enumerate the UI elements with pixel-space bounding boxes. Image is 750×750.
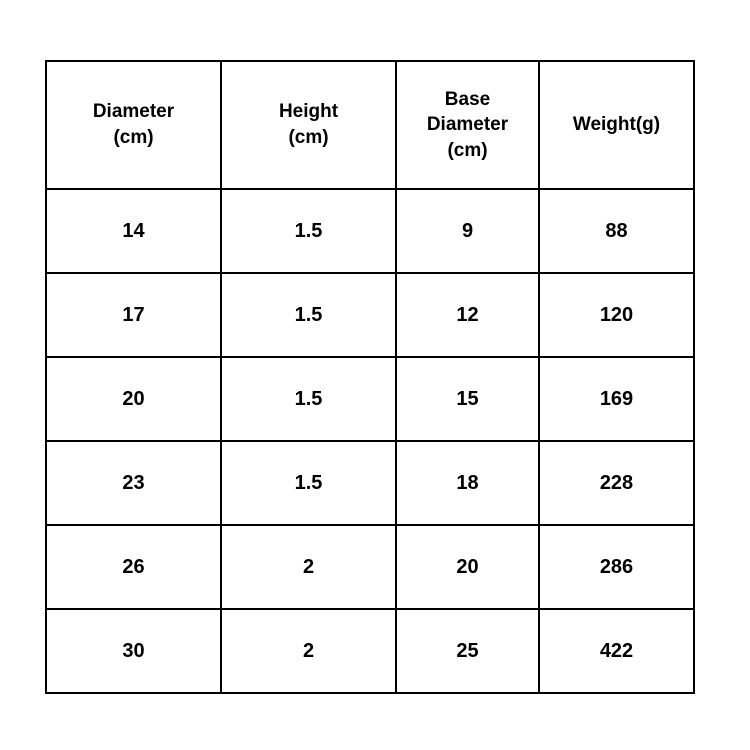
column-header-base-diameter-line1: Base bbox=[444, 88, 491, 110]
column-header-height bbox=[221, 61, 396, 189]
column-header-height-line2: (cm) bbox=[288, 127, 329, 148]
table-row bbox=[46, 525, 694, 609]
spec-table-container bbox=[45, 60, 693, 692]
column-header-weight-line1: Weight(g) bbox=[572, 114, 661, 136]
cell-base-diameter: 25 bbox=[396, 609, 539, 693]
cell-weight: 422 bbox=[539, 609, 694, 693]
cell-base-diameter: 18 bbox=[396, 441, 539, 525]
column-header-diameter bbox=[46, 61, 221, 189]
table-body bbox=[46, 189, 694, 693]
column-header-weight bbox=[539, 61, 694, 189]
cell-diameter: 23 bbox=[46, 441, 221, 525]
cell-height: 2 bbox=[221, 525, 396, 609]
cell-height: 1.5 bbox=[221, 189, 396, 273]
cell-diameter: 30 bbox=[46, 609, 221, 693]
cell-weight: 88 bbox=[539, 189, 694, 273]
column-header-diameter-line2: (cm) bbox=[113, 127, 154, 148]
cell-weight: 120 bbox=[539, 273, 694, 357]
column-header-diameter-line1: Diameter bbox=[92, 101, 175, 123]
spec-table bbox=[45, 60, 695, 694]
table-row bbox=[46, 441, 694, 525]
cell-height: 1.5 bbox=[221, 273, 396, 357]
table-row bbox=[46, 357, 694, 441]
cell-base-diameter: 12 bbox=[396, 273, 539, 357]
table-row bbox=[46, 189, 694, 273]
cell-base-diameter: 15 bbox=[396, 357, 539, 441]
table-row bbox=[46, 609, 694, 693]
table-row bbox=[46, 273, 694, 357]
cell-base-diameter: 9 bbox=[396, 189, 539, 273]
cell-diameter: 17 bbox=[46, 273, 221, 357]
cell-diameter: 20 bbox=[46, 357, 221, 441]
column-header-base-diameter-line2: Diameter bbox=[426, 114, 509, 136]
cell-height: 1.5 bbox=[221, 357, 396, 441]
cell-weight: 169 bbox=[539, 357, 694, 441]
column-header-height-line1: Height bbox=[278, 101, 339, 123]
table-header bbox=[46, 61, 694, 189]
column-header-base-diameter bbox=[396, 61, 539, 189]
cell-diameter: 26 bbox=[46, 525, 221, 609]
cell-height: 2 bbox=[221, 609, 396, 693]
cell-weight: 286 bbox=[539, 525, 694, 609]
table-header-row bbox=[46, 61, 694, 189]
cell-base-diameter: 20 bbox=[396, 525, 539, 609]
cell-height: 1.5 bbox=[221, 441, 396, 525]
column-header-base-diameter-line3: (cm) bbox=[447, 139, 488, 161]
cell-diameter: 14 bbox=[46, 189, 221, 273]
cell-weight: 228 bbox=[539, 441, 694, 525]
